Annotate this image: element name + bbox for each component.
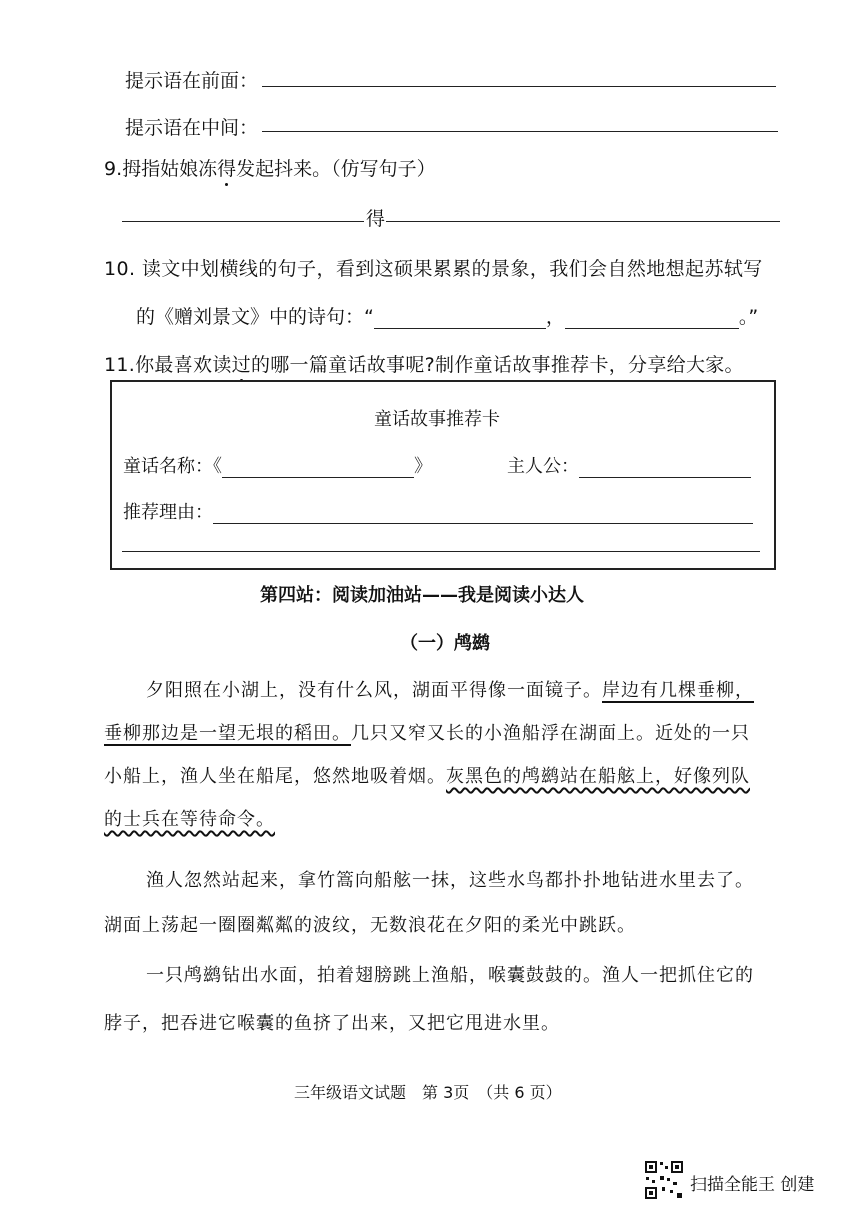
q10-line2 xyxy=(136,302,758,329)
section-heading: 第四站：阅读加油站——我是阅读小达人 xyxy=(260,585,584,606)
card-hero-label: 主人公： xyxy=(507,456,579,477)
card-reason-input-2[interactable] xyxy=(122,551,760,552)
card-name-label: 童话名称：《 xyxy=(123,456,222,477)
passage-p1-line1 xyxy=(146,676,754,702)
passage-p2-line1: 渔人忽然站起来，拿竹篙向船舷一抹，这些水鸟都扑扑地钻进水里去了。 xyxy=(146,870,754,891)
passage-underlined-straight: 垂柳那边是一望无垠的稻田。 xyxy=(104,723,351,744)
card-title: 童话故事推荐卡 xyxy=(374,409,500,430)
q10-line1: 10. 读文中划横线的句子，看到这硕果累累的景象，我们会自然地想起苏轼写 xyxy=(104,258,763,280)
q10-line2-post: 。” xyxy=(738,306,759,328)
q9-prompt xyxy=(104,154,436,181)
passage-text: 几只又窄又长的小渔船浮在湖面上。近处的一只 xyxy=(351,723,750,744)
q8-middle-answer-line[interactable] xyxy=(262,131,778,132)
q10-comma: ， xyxy=(545,306,565,328)
q8-before-label: 提示语在前面： xyxy=(125,70,259,92)
q9-answer-line-left[interactable] xyxy=(122,221,364,222)
q8-middle-row xyxy=(125,113,258,140)
q10-blank-2[interactable] xyxy=(565,328,739,329)
passage-p3-line2: 脖子，把吞进它喉囊的鱼挤了出来，又把它甩进水里。 xyxy=(104,1013,560,1034)
q11-text-post: 的哪一篇童话故事呢?制作童话故事推荐卡，分享给大家。 xyxy=(250,354,744,376)
card-reason-label: 推荐理由： xyxy=(123,502,213,523)
q9-answer-line-right[interactable] xyxy=(386,221,780,222)
q11-prompt xyxy=(104,350,744,377)
q9-text-post: 发起抖来。（仿写句子） xyxy=(236,158,436,180)
q10-blank-1[interactable] xyxy=(374,328,546,329)
passage-underlined-wavy: 灰黑色的鸬鹚站在船舷上，好像列队 xyxy=(446,766,750,787)
q8-before-answer-line[interactable] xyxy=(262,86,776,87)
passage-underlined-wavy: 的士兵在等待命令。 xyxy=(104,809,275,830)
passage-p1-line3 xyxy=(104,762,750,788)
passage-text: 小船上，渔人坐在船尾，悠然地吸着烟。 xyxy=(104,766,446,787)
passage-p2-line2: 湖面上荡起一圈圈粼粼的波纹，无数浪花在夕阳的柔光中跳跃。 xyxy=(104,915,636,936)
q11-number: 11. xyxy=(104,354,136,376)
card-hero-row xyxy=(507,452,751,478)
passage-p1-line4 xyxy=(104,805,275,831)
q8-before-row xyxy=(125,66,258,93)
q9-text-pre: 拇指姑娘冻 xyxy=(122,158,218,180)
passage-text: 夕阳照在小湖上，没有什么风，湖面平得像一面镜子。 xyxy=(146,680,602,701)
q8-middle-label: 提示语在中间： xyxy=(125,117,259,139)
watermark-text: 扫描全能王 创建 xyxy=(690,1175,815,1195)
q9-dotted-char: 得 xyxy=(217,158,237,180)
passage-p3-line1: 一只鸬鹚钻出水面，拍着翅膀跳上渔船，喉囊鼓鼓的。渔人一把抓住它的 xyxy=(146,965,754,986)
page-footer: 三年级语文试题 第 3页 （共 6 页） xyxy=(294,1083,562,1102)
passage-p1-line2 xyxy=(104,719,750,745)
card-name-input[interactable] xyxy=(222,477,414,478)
q11-text-pre: 你最喜欢读 xyxy=(135,354,232,376)
qr-code-icon xyxy=(644,1160,684,1200)
q11-dotted-char: 过 xyxy=(231,354,251,376)
card-reason-input-1[interactable] xyxy=(213,523,753,524)
card-hero-input[interactable] xyxy=(579,477,751,478)
card-reason-row xyxy=(123,498,753,524)
passage-title: （一）鸬鹚 xyxy=(400,633,490,654)
q9-number: 9. xyxy=(104,158,123,180)
q9-answer-mid: 得 xyxy=(366,208,386,230)
passage-underlined-straight: 岸边有几棵垂柳， xyxy=(602,680,754,701)
q10-line2-pre: 的《赠刘景文》中的诗句：“ xyxy=(136,306,374,328)
card-name-close: 》 xyxy=(414,456,432,477)
card-name-row xyxy=(123,452,432,478)
